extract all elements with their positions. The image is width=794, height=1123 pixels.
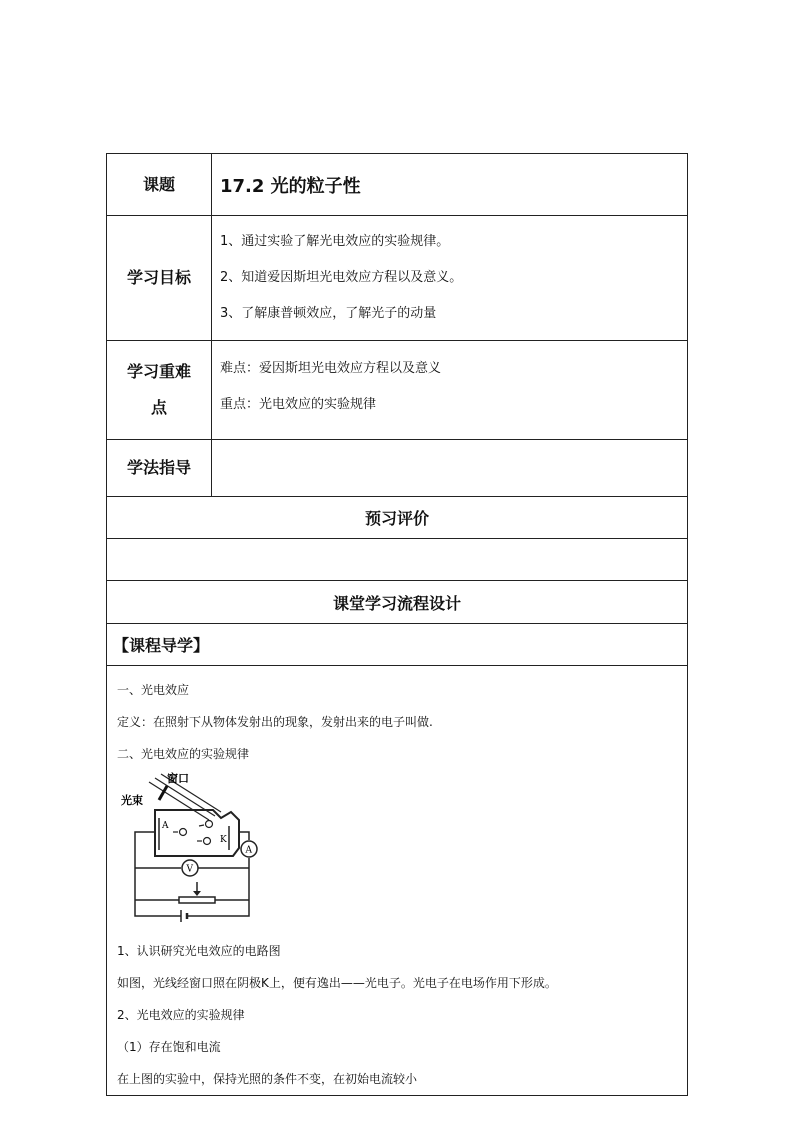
method-label-text: 学法指导: [126, 458, 191, 477]
anode-label: A: [162, 821, 169, 831]
preview-blank-row: [107, 539, 688, 581]
guide-head-row: [107, 624, 688, 666]
difficulty-item: 难点：爱因斯坦光电效应方程以及意义: [220, 361, 442, 376]
topic-value: 17.2 光的粒子性: [212, 154, 688, 216]
rheostat-icon: [179, 897, 215, 903]
preview-heading: 预习评价: [107, 497, 688, 539]
difficulty-label-line2: 点: [150, 398, 167, 417]
paragraph-3: 2、光电效应的实验规律: [117, 1008, 245, 1022]
content-row: [107, 666, 688, 1096]
section-1-definition: 定义：在照射下从物体发射出的现象，发射出来的电子叫做.: [117, 715, 433, 729]
beam-label: 光束: [121, 794, 143, 807]
voltmeter-label: V: [186, 864, 193, 875]
section-1-heading: 一、光电效应: [117, 683, 190, 697]
ammeter-label: A: [245, 845, 252, 856]
window-label: 窗口: [167, 772, 189, 785]
electron-icon: [206, 821, 213, 828]
method-label: [107, 440, 212, 497]
goals-label-text: 学习目标: [126, 268, 191, 287]
cathode-label: K: [220, 835, 227, 845]
difficulty-label-line1: 学习重难: [126, 362, 191, 381]
flow-heading: 课堂学习流程设计: [107, 581, 688, 624]
difficulty-label: [107, 341, 212, 440]
difficulty-cell: [212, 341, 688, 440]
goal-item: 3、了解康普顿效应，了解光子的动量: [220, 306, 437, 321]
flow-head-row: [107, 581, 688, 624]
content-cell: [107, 666, 688, 1096]
difficulty-row: [107, 341, 688, 440]
section-2-heading: 二、光电效应的实验规律: [117, 747, 250, 761]
preview-value: [107, 539, 688, 581]
paragraph-4: （1）存在饱和电流: [117, 1040, 221, 1054]
paragraph-1: 1、认识研究光电效应的电路图: [117, 944, 281, 958]
goal-item: 2、知道爱因斯坦光电效应方程以及意义。: [220, 270, 463, 285]
method-row: [107, 440, 688, 497]
difficulty-item: 重点：光电效应的实验规律: [220, 397, 377, 412]
method-value: [212, 440, 688, 497]
paragraph-5: 在上图的实验中，保持光照的条件不变，在初始电流较小: [117, 1072, 418, 1086]
topic-label: [107, 154, 212, 216]
goals-row: [107, 216, 688, 341]
guide-heading: 【课程导学】: [107, 624, 688, 666]
goals-cell: [212, 216, 688, 341]
goal-item: 1、通过实验了解光电效应的实验规律。: [220, 234, 450, 249]
photoelectric-circuit-diagram: [121, 770, 271, 928]
goals-label: [107, 216, 212, 341]
topic-label-text: 课题: [142, 174, 175, 194]
paragraph-2: 如图，光线经窗口照在阴极K上，便有逸出——光电子。光电子在电场作用下形成。: [117, 976, 557, 990]
topic-row: [107, 154, 688, 216]
lesson-plan-table: [106, 153, 688, 1096]
preview-head-row: [107, 497, 688, 539]
electron-icon: [180, 829, 187, 836]
electron-icon: [204, 838, 211, 845]
